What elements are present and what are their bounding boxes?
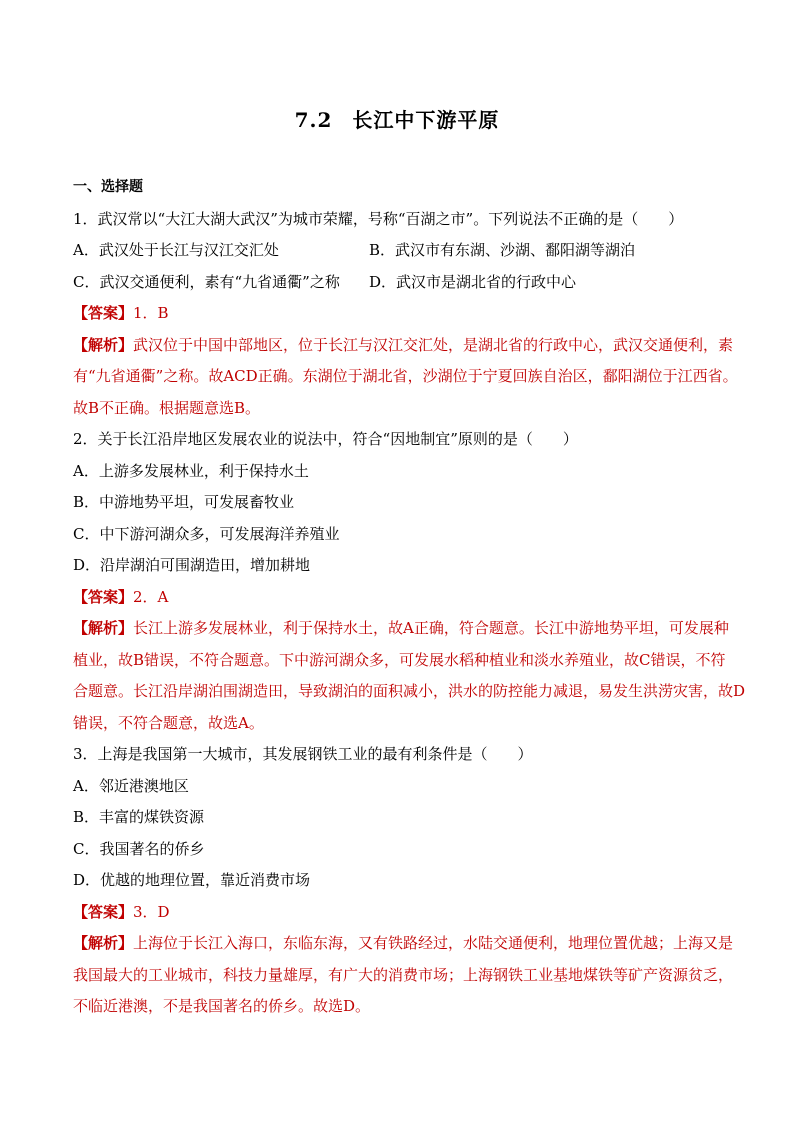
option-c: C．武汉交通便利，素有“九省通衢”之称: [73, 272, 340, 291]
answer-tag: 【答案】: [73, 587, 134, 606]
option-a: A．武汉处于长江与汉江交汇处: [73, 241, 279, 259]
analysis: [73, 330, 738, 425]
option-row: [73, 267, 733, 299]
page-title: [0, 104, 794, 133]
option-row: [73, 235, 733, 267]
section-heading: 一、选择题: [73, 179, 143, 195]
answer-tag: 【答案】: [73, 304, 134, 322]
analysis-tag: 【解析】: [73, 335, 134, 354]
option-b: B．丰富的煤铁资源: [73, 808, 205, 826]
option-d: D．优越的地理位置，靠近消费市场: [73, 871, 311, 889]
option-c: C．我国著名的侨乡: [73, 839, 205, 858]
analysis-line: 不临近港澳，不是我国著名的侨乡。故选D。: [73, 997, 371, 1015]
answer-value: 3．D: [133, 902, 170, 921]
analysis-tag: 【解析】: [73, 619, 134, 637]
analysis-line: 有“九省通衢”之称。故ACD正确。东湖位于湖北省，沙湖位于宁夏回族自治区，鄱阳湖位于江西省。: [73, 367, 738, 385]
answer-value: 1．B: [133, 304, 169, 322]
question-1: [73, 204, 738, 425]
option-c: C．中下游河湖众多，可发展海洋养殖业: [73, 524, 340, 543]
analysis-line: [73, 613, 733, 645]
question-3: [73, 739, 733, 1023]
analysis-text: 长江上游多发展林业，利于保持水土，故A正确，符合题意。长江中游地势平坦，可发展种: [133, 619, 729, 637]
question-stem: 1．武汉常以“大江大湖大武汉”为城市荣耀，号称“百湖之市”。下列说法不正确的是（ ）: [73, 209, 684, 228]
lesson-title: 长江中下游平原: [352, 108, 500, 132]
option-a: A．邻近港澳地区: [73, 776, 189, 795]
analysis-line: 故B不正确。根据题意选B。: [73, 398, 261, 417]
option-b: B．中游地势平坦，可发展畜牧业: [73, 493, 295, 511]
analysis-line: [73, 928, 733, 960]
option-d: D．沿岸湖泊可围湖造田，增加耕地: [73, 556, 311, 574]
answer-value: 2．A: [133, 587, 169, 606]
analysis-line: 我国最大的工业城市，科技力量雄厚，有广大的消费市场；上海钢铁工业基地煤铁等矿产资源贫乏，: [73, 965, 734, 984]
option-d: D．武汉市是湖北省的行政中心: [369, 272, 577, 291]
question-stem: 2．关于长江沿岸地区发展农业的说法中，符合“因地制宜”原则的是（ ）: [73, 430, 578, 448]
analysis-line: 植业，故B错误，不符合题意。下中游河湖众多，可发展水稻种植业和淡水养殖业，故C错误，不符: [73, 650, 726, 669]
analysis-text: 上海位于长江入海口，东临东海，又有铁路经过，水陆交通便利，地理位置优越；上海又是: [133, 934, 734, 952]
analysis-line: 合题意。长江沿岸湖泊围湖造田，导致湖泊的面积减小，洪水的防控能力减退，易发生洪涝灾害，故D: [73, 682, 746, 700]
question-2: [73, 424, 746, 739]
analysis: [73, 613, 746, 739]
analysis-tag: 【解析】: [73, 934, 134, 952]
analysis: [73, 928, 733, 1023]
analysis-line: [73, 330, 733, 362]
answer-tag: 【答案】: [73, 902, 134, 921]
analysis-text: 武汉位于中国中部地区，位于长江与汉江交汇处，是湖北省的行政中心，武汉交通便利，素: [133, 335, 734, 354]
lesson-number: 7.2: [294, 108, 333, 132]
answer: [73, 897, 733, 929]
question-stem: 3．上海是我国第一大城市，其发展钢铁工业的最有利条件是（ ）: [73, 745, 533, 763]
content: [73, 172, 746, 1023]
answer: [73, 298, 733, 330]
option-a: A．上游多发展林业，利于保持水土: [73, 461, 309, 480]
analysis-line: 错误，不符合题意，故选A。: [73, 713, 264, 732]
answer: [73, 582, 733, 614]
option-b: B．武汉市有东湖、沙湖、鄱阳湖等湖泊: [369, 241, 636, 259]
